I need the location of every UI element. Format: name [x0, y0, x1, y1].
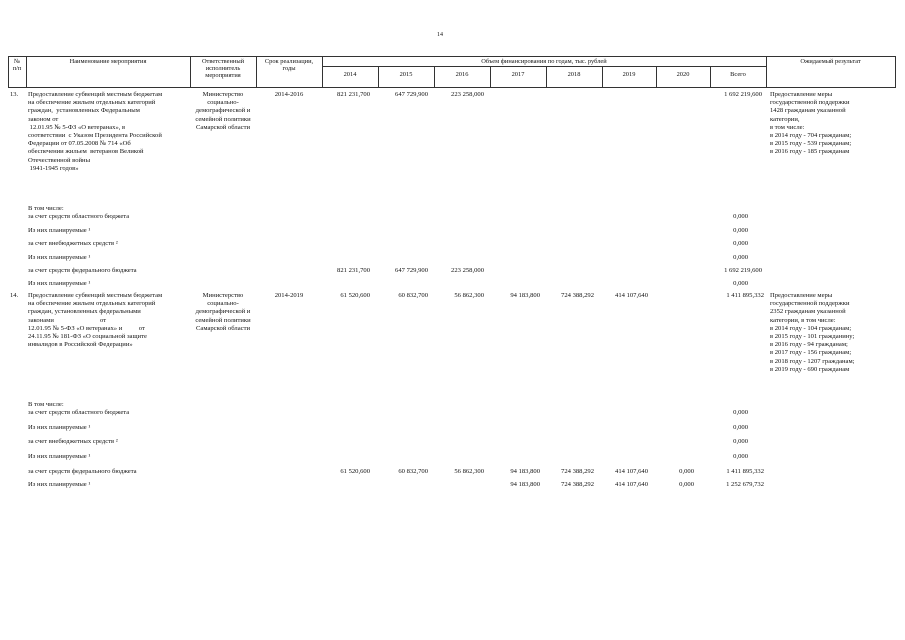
sub-value: 0,000 — [679, 481, 694, 488]
sub-label: за счет внебюджетных средств ² — [28, 240, 118, 247]
header-financing: Объем финансирования по годам, тыс. рублей — [481, 58, 607, 65]
sub-value: 414 107,640 — [615, 481, 648, 488]
row-executor: Министерство социально- демографической и семейной политики Самарской области — [195, 91, 251, 131]
row-name: Предоставление субвенций местным бюджетам на обеспечение жильем отдельных категорий граждан, установленных федеральными законами от 12.01.95 № 5-ФЗ «О ветеранах» и от 24.11.95 № 181-ФЗ «О социальной защите инвалидов в Российской Федерации» — [28, 292, 163, 349]
header-year: 2020 — [676, 71, 690, 78]
sub-value: 94 183,800 — [510, 468, 540, 475]
sub-value: 724 388,292 — [561, 481, 594, 488]
sub-label: за счет средств областного бюджета — [28, 409, 130, 416]
row-value: 821 231,700 — [337, 91, 370, 98]
row-number: 14. — [10, 292, 19, 299]
sub-total: 0,000 — [733, 438, 748, 445]
sub-label: Из них планируемые ¹ — [28, 424, 91, 431]
sub-value: 647 729,900 — [395, 267, 428, 274]
row-value: 56 862,300 — [454, 292, 484, 299]
header-term: Срок реализации, годы — [264, 58, 314, 73]
sub-total: 0,000 — [733, 453, 748, 460]
sub-total: 0,000 — [733, 254, 748, 261]
sub-label: за счет средств федерального бюджета — [28, 468, 137, 475]
header-total: Всего — [730, 71, 746, 78]
header-year: 2019 — [622, 71, 636, 78]
row-result: Предоставление меры государственной поддержки 2352 гражданам указанной категории, в том числе: в 2014 году - 104 гражданам; в 2015 году - 101 гражданину; в 2016 году - 94 гражданам; в 2017 году - 156 гражданам; в 2018 году - 1207 гражданам; в 2019 году - 690 гражданам — [770, 292, 855, 373]
row-term: 2014-2016 — [274, 91, 304, 98]
header-top-line — [8, 56, 896, 57]
sub-total: 1 252 679,732 — [726, 481, 764, 488]
sub-total: 0,000 — [733, 409, 748, 416]
header-result: Ожидаемый результат — [800, 58, 861, 65]
sub-total: 0,000 — [733, 213, 748, 220]
row-value: 61 520,600 — [340, 292, 370, 299]
row-number: 13. — [10, 91, 19, 98]
header-bottom-line — [8, 87, 896, 88]
sub-value: 61 520,600 — [340, 468, 370, 475]
header-no: № п/п — [12, 58, 22, 73]
sub-value: 0,000 — [679, 468, 694, 475]
header-right-border — [895, 56, 896, 88]
sub-label: за счет внебюджетных средств ² — [28, 438, 118, 445]
page-number: 14 — [437, 32, 443, 38]
header-year: 2018 — [567, 71, 581, 78]
row-value: 647 729,900 — [395, 91, 428, 98]
years-top-line — [322, 66, 766, 67]
row-value: 414 107,640 — [615, 292, 648, 299]
sub-total: 0,000 — [733, 240, 748, 247]
sub-total: 1 692 219,600 — [724, 267, 762, 274]
sub-value: 94 183,800 — [510, 481, 540, 488]
sub-value: 60 832,700 — [398, 468, 428, 475]
header-year: 2017 — [511, 71, 525, 78]
sub-label: Из них планируемые ¹ — [28, 481, 91, 488]
row-result: Предоставление меры государственной поддержки 1428 гражданам указанной категории, в том числе: в 2014 году - 704 гражданам; в 2015 году - 539 гражданам; в 2016 году - 185 гражданам — [770, 91, 852, 156]
row-total: 1 411 895,332 — [726, 292, 764, 299]
header-year: 2014 — [343, 71, 357, 78]
sub-value: 414 107,640 — [615, 468, 648, 475]
sub-total: 1 411 895,332 — [726, 468, 764, 475]
sub-total: 0,000 — [733, 280, 748, 287]
sub-label: Из них планируемые ¹ — [28, 254, 91, 261]
header-name: Наименование мероприятия — [69, 58, 147, 65]
sub-value: 724 388,292 — [561, 468, 594, 475]
sub-label: Из них планируемые ¹ — [28, 453, 91, 460]
sub-total: 0,000 — [733, 424, 748, 431]
sub-value: 223 258,000 — [451, 267, 484, 274]
row-total: 1 692 219,600 — [724, 91, 762, 98]
row-value: 94 183,800 — [510, 292, 540, 299]
sub-label: за счет средств областного бюджета — [28, 213, 130, 220]
sub-value: 56 862,300 — [454, 468, 484, 475]
sub-value: 821 231,700 — [337, 267, 370, 274]
row-value: 724 388,292 — [561, 292, 594, 299]
sub-label: за счет средств федерального бюджета — [28, 267, 137, 274]
sub-label: Из них планируемые ¹ — [28, 227, 91, 234]
header-year: 2015 — [399, 71, 413, 78]
row-executor: Министерство социально- демографической и семейной политики Самарской области — [195, 292, 251, 332]
header-executor: Ответственный исполнитель мероприятия — [201, 58, 245, 80]
sub-label: В том числе: — [28, 205, 64, 212]
row-value: 223 258,000 — [451, 91, 484, 98]
header-year: 2016 — [455, 71, 469, 78]
row-term: 2014-2019 — [274, 292, 304, 299]
sub-label: Из них планируемые ¹ — [28, 280, 91, 287]
sub-total: 0,000 — [733, 227, 748, 234]
row-name: Предоставление субвенций местным бюджетам на обеспечение жильем отдельных категорий граждан, установленных Федеральным законом от 12.01.95 № 5-ФЗ «О ветеранах», в соответствии с Указом Президента Российской Федерации от 07.05.2008 № 714 «Об обеспечении жильем ветеранов Великой Отечественной войны 1941-1945 годов» — [28, 91, 163, 172]
row-value: 60 832,700 — [398, 292, 428, 299]
sub-label: В том числе: — [28, 401, 64, 408]
